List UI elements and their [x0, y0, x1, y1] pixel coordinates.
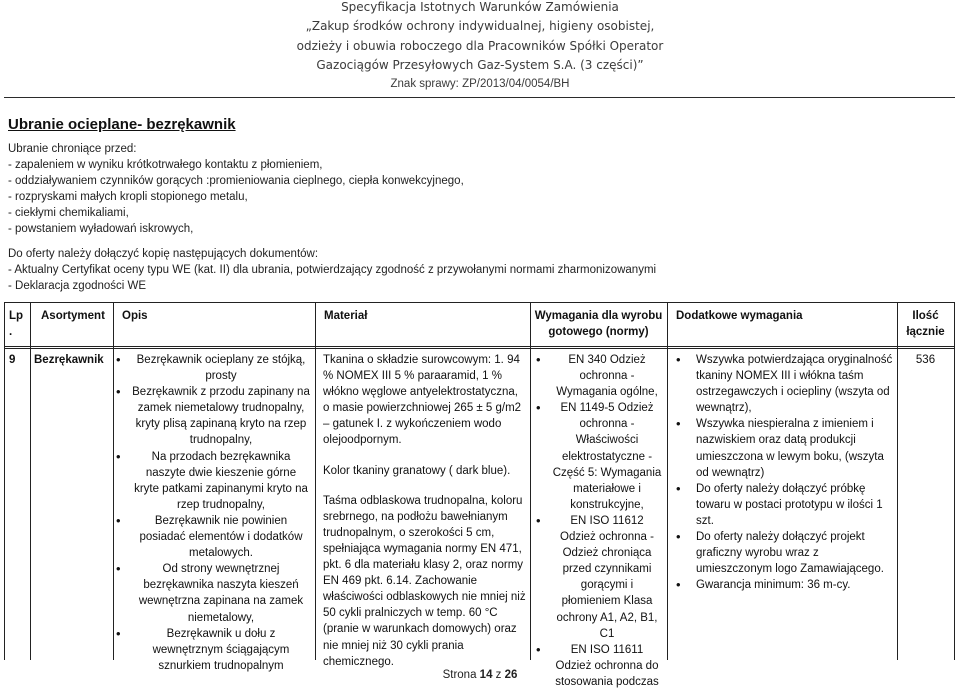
- row-ilosc: 536: [915, 354, 936, 366]
- header-line-2: „Zakup środków ochrony indywidualnej, higieny osobistej,: [305, 19, 655, 33]
- footer-page-total: 26: [504, 669, 518, 681]
- header-asortyment: Asortyment: [41, 310, 105, 322]
- header-wymagania-line2: gotowego (normy): [548, 326, 649, 338]
- row-opis: [114, 352, 310, 674]
- header-material: Materiał: [324, 310, 368, 322]
- documents-item: - Aktualny Certyfikat oceny typu WE (kat. II) dla ubrania, potwierdzający zgodność z przywołanymi normami zharmonizowanymi: [8, 264, 657, 276]
- table-border-left: [4, 302, 5, 660]
- header-line-4: Gazociągów Przesyłowych Gaz-System S.A. (3 części)”: [316, 58, 644, 72]
- col-divider: [667, 302, 668, 660]
- material-paragraph: Tkanina o składzie surowcowym: 1. 94 % NOMEX III 5 % paraaramid, 1 % włókno węglowe antyelektrostatyczna, o masie powierzchniowej 265 ± 5 g/m2 – gatunek I. z wykończeniem wodo olejoodpornym.: [323, 354, 522, 447]
- header-line-1: Specyfikacja Istotnych Warunków Zamówienia: [341, 0, 619, 14]
- opis-item: • Bezrękawnik ocieplany ze stójką, prosty: [114, 352, 310, 384]
- header-ilosc: [897, 308, 954, 340]
- protection-item: - powstaniem wyładowań iskrowych,: [8, 223, 194, 235]
- documents-item: - Deklaracja zgodności WE: [8, 280, 147, 292]
- header-wymagania-line1: Wymagania dla wyrobu: [534, 310, 663, 322]
- case-number: Znak sprawy: ZP/2013/04/0054/BH: [390, 78, 570, 90]
- protection-item: - rozpryskami małych kropli stopionego metalu,: [8, 191, 248, 203]
- header-divider: [4, 97, 955, 98]
- table-header-divider-1: [4, 346, 955, 347]
- table-header-divider-2: [4, 348, 955, 349]
- norm-item: • EN ISO 11612 Odzież ochronna - Odzież chroniąca przed czynnikami gorącymi i płomieniem Klasa ochrony A1, A2, B1, C1: [534, 513, 662, 642]
- documents-heading: Do oferty należy dołączyć kopię następujących dokumentów:: [8, 248, 319, 260]
- row-wymagania: [534, 352, 662, 690]
- section-title: Ubranie ocieplane- bezrękawnik: [8, 116, 236, 133]
- requirement-item: • Wszywka niespieralna z imieniem i nazwiskiem oraz datą produkcji umieszczona w lewym boku, (wszyta od wewnątrz): [670, 416, 896, 480]
- table-border-right: [954, 302, 955, 660]
- opis-item: • Bezrękawnik z przodu zapinany na zamek niemetalowy trudnopalny, kryty plisą zapinaną kryto na rzep trudnopalny,: [114, 384, 310, 448]
- col-divider: [530, 302, 531, 660]
- header-lp-text: Lp: [9, 310, 24, 322]
- footer-page-number: 14: [479, 669, 493, 681]
- opis-item: • Bezrękawnik nie powinien posiadać elementów i dodatków metalowych.: [114, 513, 310, 561]
- row-dodatkowe: [670, 352, 896, 593]
- header-lp-dot: .: [9, 326, 13, 338]
- documents-block: [8, 246, 656, 294]
- header-lp: [9, 308, 29, 340]
- requirement-item: • Do oferty należy dołączyć projekt graficzny wyrobu wraz z umieszczonym logo Zamawiającego.: [670, 529, 896, 577]
- opis-item: • Bezrękawnik u dołu z wewnętrznym ściągającym sznurkiem trudnopalnym: [114, 626, 310, 674]
- header-dodatkowe: Dodatkowe wymagania: [676, 310, 803, 322]
- header-ilosc-line1: Ilość: [912, 310, 939, 322]
- header-wymagania: [530, 308, 667, 340]
- header-line-3: odzieży i obuwia roboczego dla Pracowników Spółki Operator: [296, 39, 664, 53]
- header-ilosc-line2: łącznie: [906, 326, 945, 338]
- col-divider: [315, 302, 316, 660]
- footer-sep: z: [495, 669, 502, 681]
- requirement-item: • Wszywka potwierdzająca oryginalność tkaniny NOMEX III i włókna taśm ostrzegawczych i ociepliny (wszyta od wewnątrz),: [670, 352, 896, 416]
- protection-item: - zapaleniem w wyniku krótkotrwałego kontaktu z płomieniem,: [8, 159, 323, 171]
- material-paragraph: Kolor tkaniny granatowy ( dark blue).: [323, 464, 511, 477]
- header-opis: Opis: [122, 310, 148, 322]
- protection-item: - oddziaływaniem czynników gorących :promieniowania cieplnego, ciepła konwekcyjnego,: [8, 175, 464, 187]
- table-border-top: [4, 302, 955, 303]
- row-material: [323, 352, 526, 670]
- opis-item: • Na przodach bezrękawnika naszyte dwie kieszenie górne kryte patkami zapinanymi kryto na rzep trudnopalny,: [114, 449, 310, 513]
- protection-block: [8, 141, 464, 237]
- footer-prefix: Strona: [442, 669, 477, 681]
- col-divider: [30, 302, 31, 660]
- norm-item: • EN 340 Odzież ochronna - Wymagania ogólne,: [534, 352, 662, 400]
- material-paragraph: Taśma odblaskowa trudnopalna, koloru srebrnego, na podłożu bawełnianym trudnopalnym, o szerokości 5 cm, spełniająca wymagania normy EN 471, pkt. 6 dla materiału klasy 2, oraz normy EN 469 pkt. 6.14. Zachowanie właściwości odblaskowych nie mniej niż 50 cykli pralniczych w temp. 60 °C (pranie w warunkach domowych) oraz nie mniej niż 30 cykli prania chemicznego.: [323, 494, 526, 668]
- page-footer: [0, 669, 960, 681]
- norm-item: • EN ISO 11611 Odzież ochronna do stosowania podczas: [534, 642, 662, 690]
- norm-item: • EN 1149-5 Odzież ochronna - Właściwości elektrostatyczne - Część 5: Wymagania materiałowe i konstrukcyjne,: [534, 400, 662, 513]
- protection-item: - ciekłymi chemikaliami,: [8, 207, 129, 219]
- requirement-item: • Gwarancja minimum: 36 m-cy.: [670, 577, 896, 593]
- row-asortyment: Bezrękawnik: [34, 354, 104, 366]
- opis-item: • Od strony wewnętrznej bezrękawnika naszyta kieszeń wewnętrzna zapinana na zamek niemetalowy,: [114, 561, 310, 625]
- requirement-item: • Do oferty należy dołączyć próbkę towaru w postaci prototypu w ilości 1 szt.: [670, 481, 896, 529]
- protection-heading: Ubranie chroniące przed:: [8, 143, 137, 155]
- row-lp: 9: [9, 354, 16, 366]
